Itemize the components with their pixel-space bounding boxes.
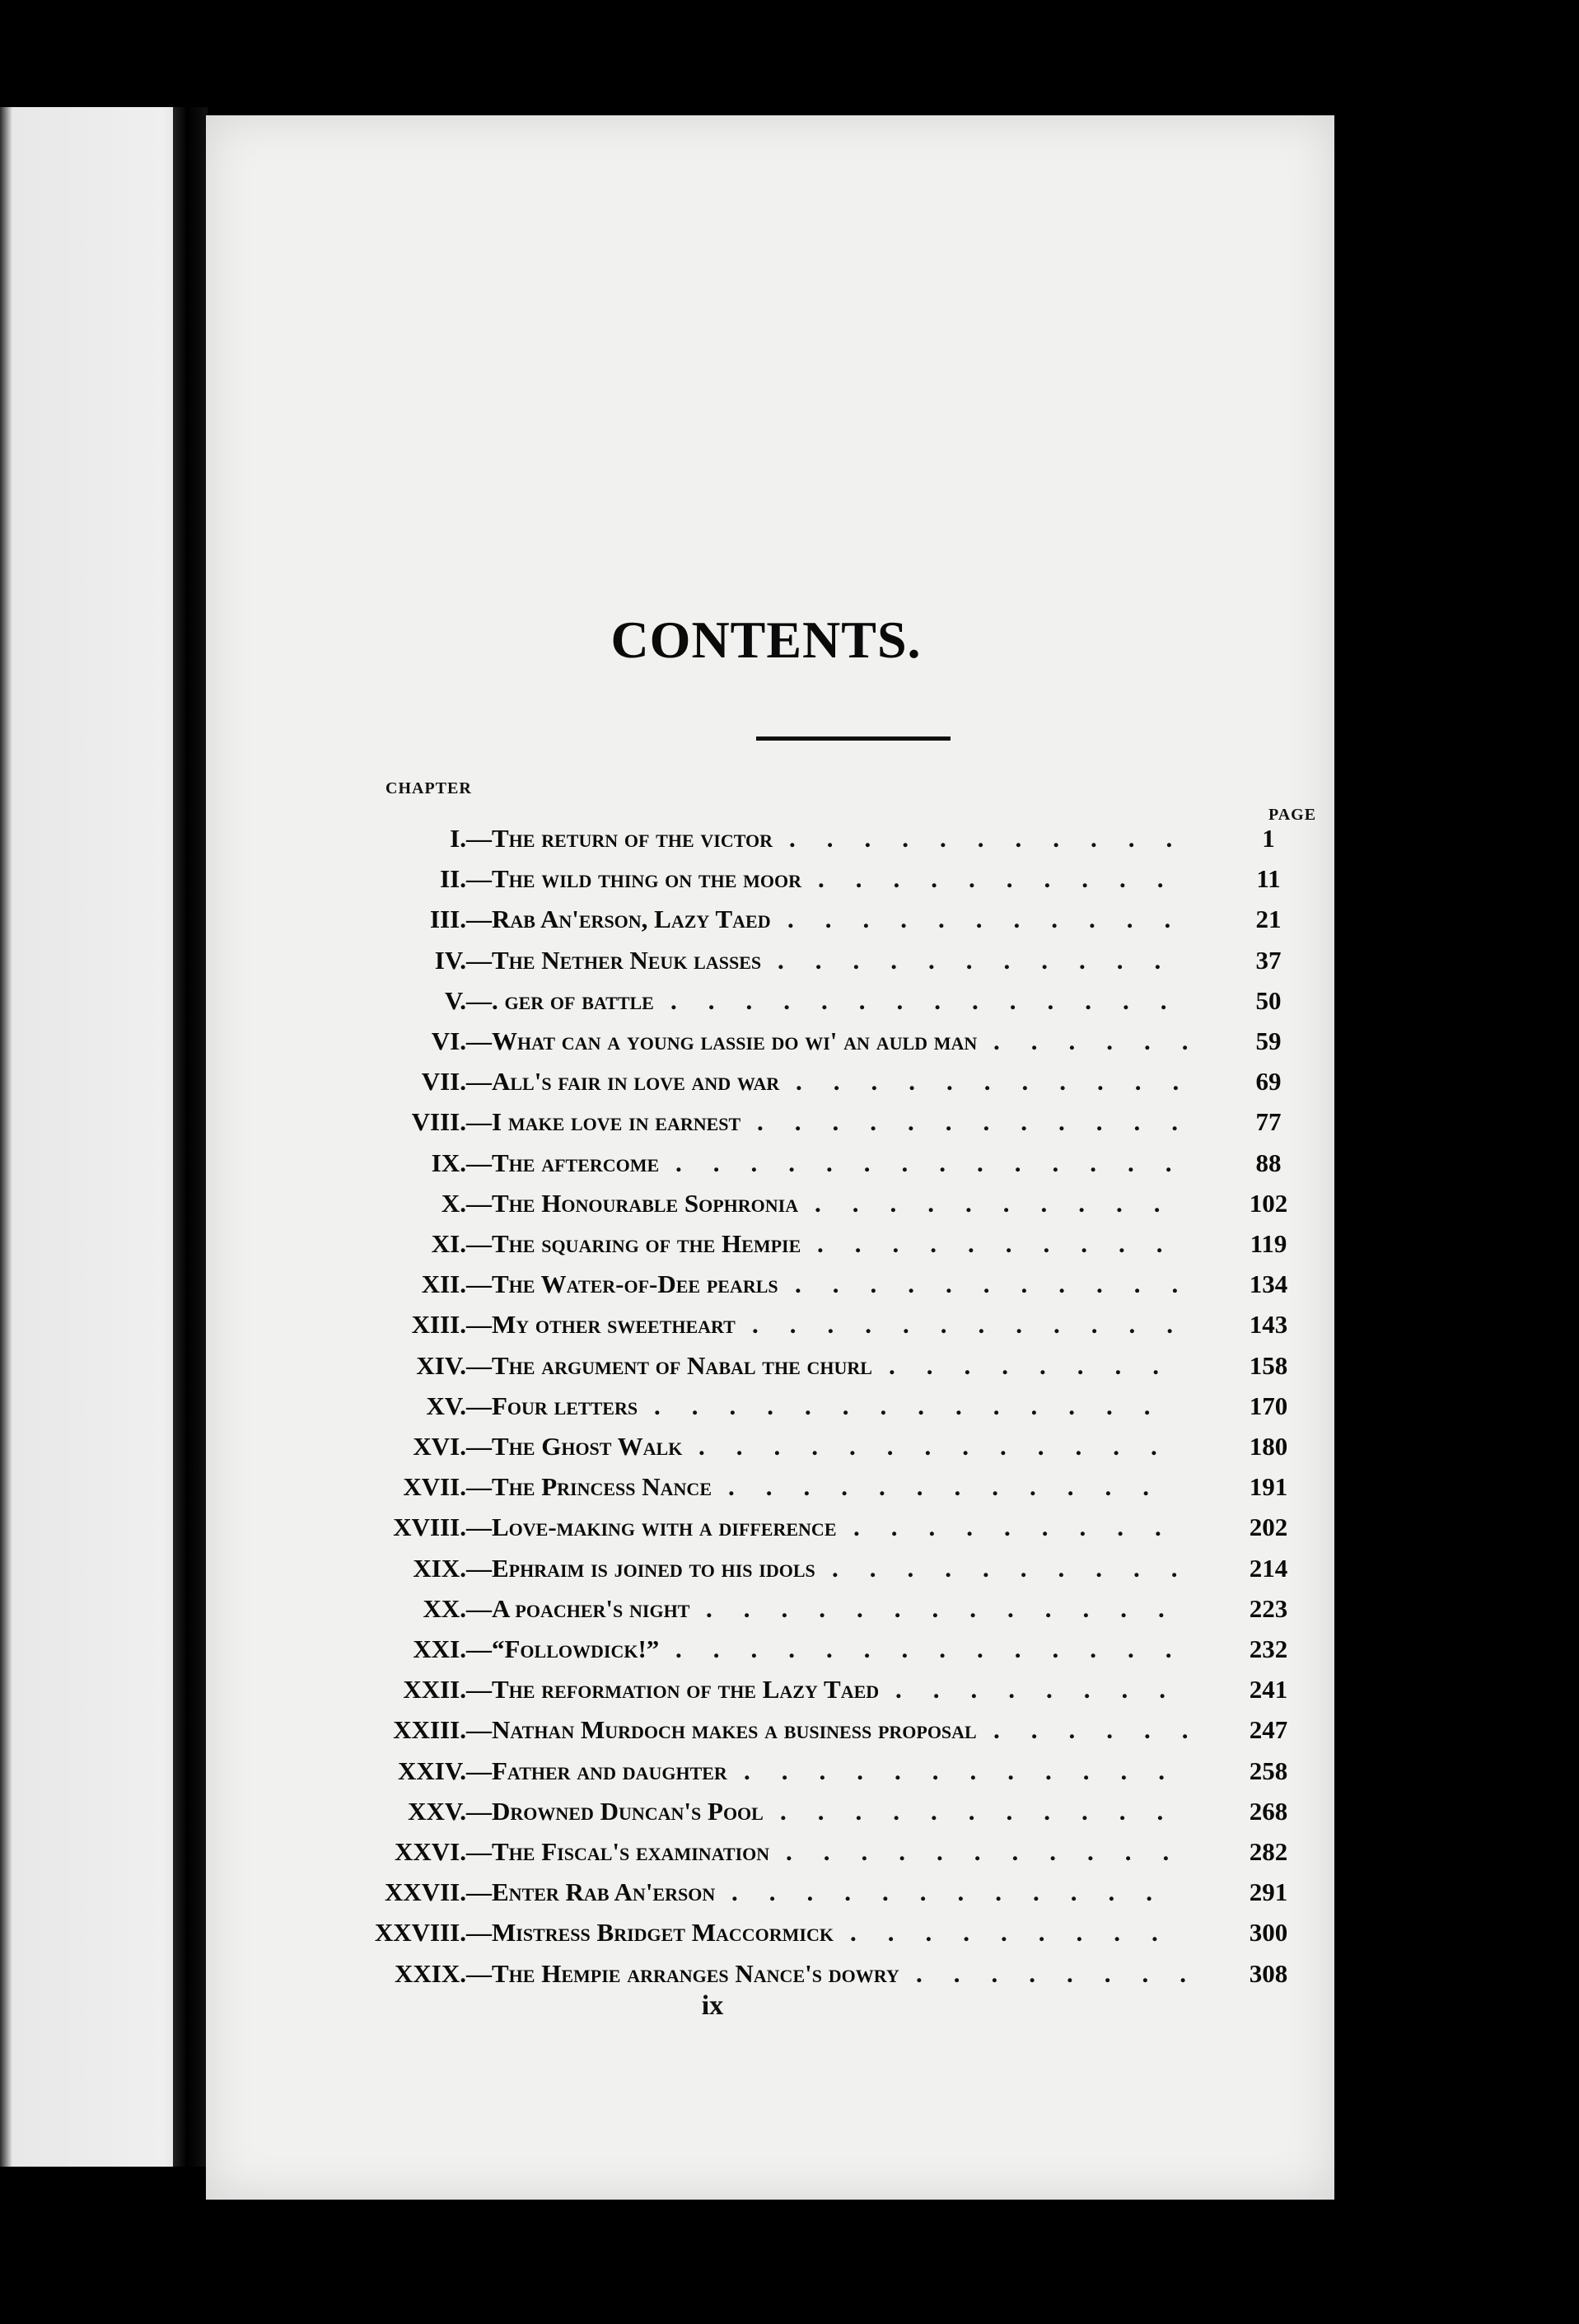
chapter-number: VI.: [431, 1026, 466, 1055]
contents-entry: [206, 986, 1334, 1026]
chapter-page-number: 37: [1255, 945, 1282, 975]
chapter-page-number: 134: [1249, 1270, 1288, 1299]
dot-leader: ..............: [675, 1148, 1203, 1177]
chapter-page-number: 21: [1255, 905, 1282, 934]
chapter-number: XXIII.: [393, 1715, 466, 1745]
dot-leader: ..........: [815, 1188, 1192, 1218]
chapter-number: I.: [450, 824, 466, 853]
dot-leader: ..............: [654, 1391, 1182, 1420]
chapter-page-number: 223: [1249, 1593, 1288, 1623]
chapter-number: II.: [440, 864, 466, 894]
chapter-title: —The return of the victor: [466, 824, 773, 853]
dot-leader: ..........: [818, 864, 1195, 894]
chapter-title: —Drowned Duncan's Pool: [466, 1796, 764, 1826]
dot-leader: ............: [757, 1107, 1209, 1137]
contents-entry: [206, 905, 1334, 944]
contents-entry: [206, 1837, 1334, 1877]
contents-entry: [206, 1715, 1334, 1755]
chapter-page-number: 258: [1249, 1756, 1288, 1785]
chapter-number: XXVIII.: [374, 1918, 466, 1948]
chapter-number: XV.: [426, 1391, 466, 1420]
contents-entry: [206, 1189, 1334, 1228]
chapter-title: —The Fiscal's examination: [466, 1837, 770, 1866]
chapter-number: XXIX.: [395, 1958, 466, 1988]
dot-leader: ........: [895, 1675, 1197, 1704]
chapter-number: IX.: [431, 1148, 466, 1177]
chapter-page-number: 232: [1249, 1634, 1288, 1663]
chapter-title: —Ephraim is joined to his idols: [466, 1553, 815, 1583]
dot-leader: ............: [731, 1877, 1184, 1907]
chapter-page-number: 291: [1249, 1877, 1288, 1907]
contents-entry: [206, 946, 1334, 985]
contents-entry: [206, 1229, 1334, 1269]
chapter-number: XVII.: [403, 1472, 466, 1502]
chapter-number: XXVI.: [395, 1837, 466, 1866]
contents-entry: [206, 1432, 1334, 1471]
chapter-page-number: 241: [1249, 1675, 1288, 1704]
chapter-number: XVIII.: [393, 1513, 466, 1542]
contents-entry: [206, 864, 1334, 904]
chapter-page-number: 300: [1249, 1918, 1288, 1948]
dot-leader: ........: [916, 1958, 1217, 1988]
chapter-number: XXIV.: [398, 1756, 466, 1785]
chapter-title: —All's fair in love and war: [466, 1067, 780, 1097]
contents-entry: [206, 1877, 1334, 1917]
page-number: ix: [701, 1990, 724, 2021]
dot-leader: ......: [993, 1026, 1220, 1055]
dot-leader: .............: [698, 1432, 1189, 1461]
chapter-title: —Four letters: [466, 1391, 638, 1420]
dot-leader: .........: [850, 1918, 1189, 1948]
chapter-page-number: 119: [1250, 1229, 1287, 1258]
chapter-page-number: 282: [1249, 1837, 1288, 1866]
dot-leader: ..........: [832, 1553, 1209, 1583]
chapter-number: XIII.: [411, 1310, 466, 1340]
contents-entry: [206, 824, 1334, 863]
contents-entry: [206, 1513, 1334, 1552]
chapter-number: XX.: [423, 1593, 466, 1623]
dot-leader: ............: [744, 1756, 1196, 1785]
dot-leader: ...........: [778, 945, 1193, 975]
contents-entry: [206, 1067, 1334, 1106]
chapter-number: XXV.: [408, 1796, 466, 1826]
dot-leader: ...........: [787, 905, 1203, 934]
dot-leader: ..........: [817, 1229, 1194, 1258]
chapter-page-number: 247: [1249, 1715, 1288, 1745]
chapter-title: —The reformation of the Lazy Taed: [466, 1675, 880, 1704]
dot-leader: ..............: [670, 985, 1198, 1015]
contents-entry: [206, 1310, 1334, 1349]
chapter-title: —I make love in earnest: [466, 1107, 741, 1137]
page-title: CONTENTS.: [610, 610, 922, 669]
chapter-title: —My other sweetheart: [466, 1310, 736, 1340]
contents-entry: [206, 1148, 1334, 1188]
chapter-title: —The aftercome: [466, 1148, 660, 1177]
chapter-column-label: CHAPTER: [385, 779, 472, 797]
chapter-number: IV.: [434, 945, 466, 975]
chapter-page-number: 170: [1249, 1391, 1288, 1420]
contents-entry: [206, 1594, 1334, 1634]
chapter-number: VIII.: [411, 1107, 466, 1137]
chapter-title: —The Nether Neuk lasses: [466, 945, 762, 975]
contents-entry: [206, 1675, 1334, 1714]
chapter-page-number: 102: [1249, 1188, 1288, 1218]
chapter-title: —The wild thing on the moor: [466, 864, 802, 894]
chapter-title: —The argument of Nabal the churl: [466, 1350, 872, 1380]
chapter-page-number: 143: [1249, 1310, 1288, 1340]
chapter-title: —“Followdick!”: [466, 1634, 660, 1663]
chapter-number: III.: [430, 905, 466, 934]
contents-entry: [206, 1270, 1334, 1309]
chapter-page-number: 77: [1255, 1107, 1282, 1137]
chapter-title: —Mistress Bridget Maccormick: [466, 1918, 834, 1948]
chapter-page-number: 214: [1249, 1553, 1288, 1583]
dot-leader: ...........: [786, 1837, 1201, 1866]
chapter-title: —Nathan Murdoch makes a business proposal: [466, 1715, 977, 1745]
chapter-page-number: 69: [1255, 1067, 1282, 1097]
contents-entry: [206, 1797, 1334, 1836]
chapter-number: XXII.: [403, 1675, 466, 1704]
dot-leader: ............: [752, 1310, 1204, 1340]
chapter-title: —The squaring of the Hempie: [466, 1229, 801, 1258]
dot-leader: ......: [993, 1715, 1220, 1745]
chapter-title: —The Water-of-Dee pearls: [466, 1270, 778, 1299]
chapter-title: —What can a young lassie do wi' an auld man: [466, 1026, 978, 1055]
chapter-title: —The Ghost Walk: [466, 1432, 683, 1461]
contents-entry: [206, 1026, 1334, 1066]
contents-entry: [206, 1351, 1334, 1391]
chapter-page-number: 191: [1249, 1472, 1288, 1502]
chapter-page-number: 180: [1249, 1432, 1288, 1461]
chapter-title: —Father and daughter: [466, 1756, 727, 1785]
contents-entry: [206, 1756, 1334, 1796]
chapter-number: XI.: [431, 1229, 466, 1258]
chapter-title: —Enter Rab An'erson: [466, 1877, 716, 1907]
chapter-title: —The Honourable Sophronia: [466, 1188, 799, 1218]
chapter-number: V.: [444, 985, 466, 1015]
chapter-title: —Love-making with a difference: [466, 1513, 837, 1542]
book-gutter: [173, 107, 208, 2167]
dot-leader: .............: [706, 1593, 1196, 1623]
chapter-number: XXVII.: [384, 1877, 466, 1907]
dot-leader: ........: [889, 1350, 1190, 1380]
chapter-page-number: 308: [1249, 1958, 1288, 1988]
dot-leader: ............: [728, 1472, 1180, 1502]
chapter-page-number: 268: [1249, 1796, 1288, 1826]
chapter-title: —The Princess Nance: [466, 1472, 712, 1502]
contents-entry: [206, 1634, 1334, 1674]
chapter-title: —A poacher's night: [466, 1593, 690, 1623]
title-rule: [756, 736, 951, 741]
dot-leader: ...........: [789, 824, 1204, 853]
chapter-number: XII.: [421, 1270, 466, 1299]
contents-entry: [206, 1918, 1334, 1957]
chapter-number: VII.: [421, 1067, 466, 1097]
chapter-number: XXI.: [413, 1634, 466, 1663]
chapter-title: —Rab An'erson, Lazy Taed: [466, 905, 771, 934]
contents-entry: [206, 1554, 1334, 1593]
chapter-title: —The Hempie arranges Nance's dowry: [466, 1958, 899, 1988]
contents-page: [206, 115, 1334, 2200]
dot-leader: ...........: [780, 1796, 1195, 1826]
chapter-number: X.: [441, 1188, 466, 1218]
contents-entry: [206, 1472, 1334, 1512]
chapter-page-number: 1: [1262, 824, 1275, 853]
chapter-page-number: 50: [1255, 985, 1282, 1015]
chapter-page-number: 158: [1249, 1350, 1288, 1380]
contents-entry: [206, 1391, 1334, 1431]
chapter-page-number: 202: [1249, 1513, 1288, 1542]
chapter-number: XIV.: [416, 1350, 466, 1380]
chapter-number: XVI.: [413, 1432, 466, 1461]
chapter-title: —. ger of battle: [466, 985, 654, 1015]
dot-leader: ..............: [675, 1634, 1203, 1663]
dot-leader: ...........: [796, 1067, 1211, 1097]
dot-leader: .........: [853, 1513, 1193, 1542]
contents-entry: [206, 1107, 1334, 1147]
chapter-number: XIX.: [413, 1553, 466, 1583]
chapter-page-number: 11: [1256, 864, 1281, 894]
page-column-label: PAGE: [1268, 806, 1317, 824]
chapter-page-number: 59: [1255, 1026, 1282, 1055]
chapter-page-number: 88: [1255, 1148, 1282, 1177]
dot-leader: ...........: [795, 1270, 1210, 1299]
